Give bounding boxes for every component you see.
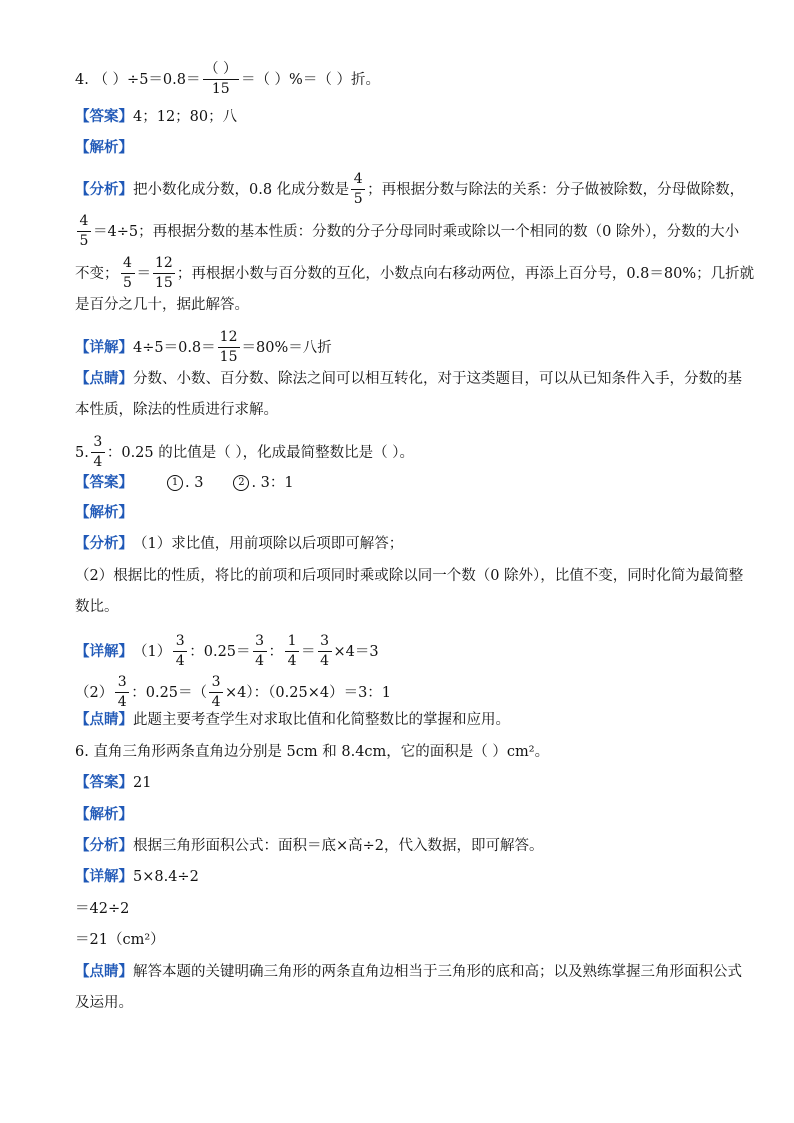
- q6-xiangjie-line1: 【详解】 5×8.4÷2: [75, 868, 199, 885]
- q6-xiangjie-line2: ＝42÷2: [75, 901, 130, 917]
- q4-dianjing-line2: 本性质，除法的性质进行求解。: [75, 402, 278, 418]
- fraction-3-4: $\frac{3}{4}$: [91, 435, 105, 471]
- q5-analysis-heading: 【解析】: [75, 504, 133, 521]
- q4-stem: 4. （ ）÷5＝0.8＝ $\frac{( )}{15}$ ＝（ ）%＝（ ）折。: [75, 61, 380, 98]
- fraction-3-4: $\frac{3}{4}$: [318, 634, 332, 670]
- q5-stem: 5. $\frac{3}{4}$ ：0.25 的比值是（ ），化成最简整数比是（ ）。: [75, 434, 414, 471]
- fraction-4-5: $\frac{4}{5}$: [121, 256, 135, 292]
- q5-fenxi-line1: 【分析】 （1）求比值，用前项除以后项即可解答；: [75, 535, 404, 552]
- q6-answer: 【答案】 21: [75, 774, 152, 791]
- fraction-3-4: $\frac{3}{4}$: [115, 675, 129, 711]
- fraction-4-5: $\frac{4}{5}$: [77, 214, 91, 250]
- q4-fenxi-line1: 【分析】 把小数化成分数，0.8 化成分数是 $\frac{4}{5}$ ；再根据分数与除法的关系：分子做被除数，分母做除数，: [75, 171, 745, 208]
- q5-answer: 【答案】 1 . 3 2 . 3：1: [75, 473, 294, 491]
- q4-analysis-heading: 【解析】: [75, 139, 133, 156]
- q4-fenxi-line3: 不变； $\frac{4}{5}$ ＝ $\frac{12}{15}$ ；再根据小数与百分数的互化，小数点向右移动两位，再添上百分号，0.8＝80%；几折就: [75, 255, 755, 292]
- fraction-12-15: $\frac{12}{15}$: [155, 255, 173, 292]
- q6-fenxi: 【分析】 根据三角形面积公式：面积＝底×高÷2，代入数据，即可解答。: [75, 837, 544, 854]
- q5-xiangjie-line1: 【详解】 （1） $\frac{3}{4}$ ：0.25＝ $\frac{3}{4}$ ： $\frac{1}{4}$ ＝ $\frac{3}{4}$ ×4＝3: [75, 633, 379, 670]
- q4-dianjing-line1: 【点睛】 分数、小数、百分数、除法之间可以相互转化，对于这类题目，可以从已知条件入手，分数的基: [75, 370, 742, 387]
- q5-dianjing: 【点睛】 此题主要考查学生对求取比值和化简整数比的掌握和应用。: [75, 711, 510, 728]
- circled-number-2: 2: [233, 475, 249, 491]
- q5-fenxi-line2: （2）根据比的性质，将比的前项和后项同时乘或除以同一个数（0 除外），比值不变，同时化简为最简整: [75, 568, 744, 584]
- q4-answer: 【答案】 4；12；80；八: [75, 108, 238, 125]
- fraction-3-4: $\frac{3}{4}$: [253, 634, 267, 670]
- q5-fenxi-line3: 数比。: [75, 599, 119, 615]
- fraction-3-4: $\frac{3}{4}$: [173, 634, 187, 670]
- q6-analysis-heading: 【解析】: [75, 806, 133, 823]
- q6-dianjing-line1: 【点睛】 解答本题的关键明确三角形的两条直角边相当于三角形的底和高；以及熟练掌握三角形面积公式: [75, 963, 742, 980]
- fraction-4-5: $\frac{4}{5}$: [351, 172, 365, 208]
- fraction-1-4: $\frac{1}{4}$: [285, 634, 299, 670]
- q6-dianjing-line2: 及运用。: [75, 995, 133, 1011]
- q4-fenxi-line4: 是百分之几十，据此解答。: [75, 297, 249, 313]
- q4-xiangjie: 【详解】 4÷5＝0.8＝ $\frac{12}{15}$ ＝80%＝八折: [75, 329, 332, 366]
- fraction-12-15: $\frac{12}{15}$: [219, 329, 238, 366]
- q6-stem: 6. 直角三角形两条直角边分别是 5cm 和 8.4cm，它的面积是（ ）cm²。: [75, 744, 550, 760]
- q4-fenxi-line2: $\frac{4}{5}$ ＝4÷5；再根据分数的基本性质：分数的分子分母同时乘或除以一个相同的数（0 除外），分数的大小: [75, 214, 739, 250]
- fraction-3-4: $\frac{3}{4}$: [209, 675, 223, 711]
- q5-xiangjie-line2: （2） $\frac{3}{4}$ ：0.25＝（ $\frac{3}{4}$ ×4）：（0.25×4）＝3：1: [75, 674, 392, 711]
- fraction-blank-over-15: $\frac{( )}{15}$: [204, 61, 237, 98]
- circled-number-1: 1: [167, 475, 183, 491]
- q6-xiangjie-line3: ＝21（cm²）: [75, 932, 165, 948]
